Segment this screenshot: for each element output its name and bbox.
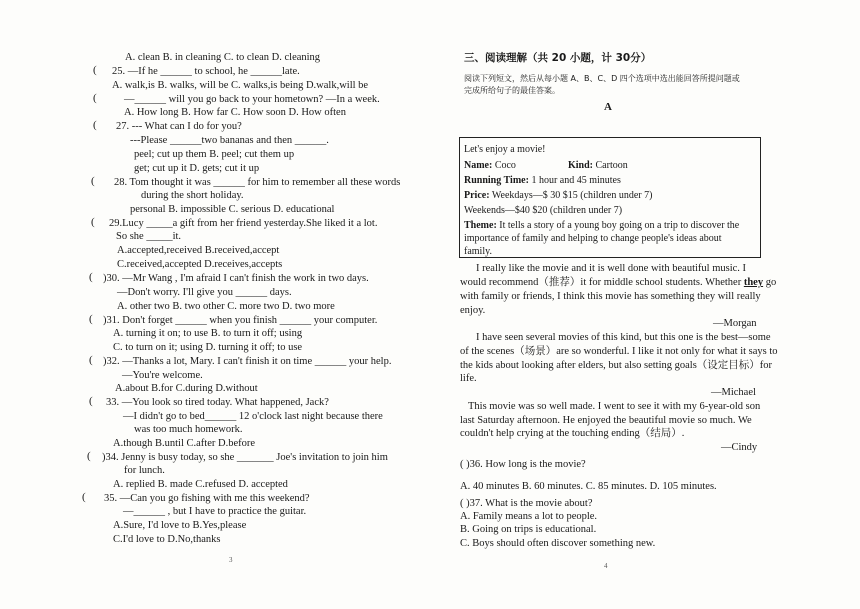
question-line: 27. --- What can I do for you? — [116, 121, 242, 132]
review2-line-2: of the scenes（场景）are so wonderful. I like it not only for what it says to — [460, 346, 778, 357]
review1-author: —Morgan — [713, 318, 757, 329]
kind-value: Cartoon — [595, 160, 628, 171]
answer-paren: ( — [89, 271, 93, 283]
review1-line-2 — [460, 276, 776, 289]
box-intro: Let's enjoy a movie! — [464, 144, 546, 155]
answer-paren: ( — [89, 313, 93, 325]
question-line: 33. —You look so tired today. What happened, Jack? — [106, 397, 329, 408]
question-37-option-a: A. Family means a lot to people. — [460, 511, 598, 522]
review2-line-4: life. — [460, 373, 477, 384]
question-line: A.about B.for C.during D.without — [115, 383, 258, 394]
question-line: 25. —If he ______ to school, he ______late. — [112, 66, 300, 77]
answer-paren: ( — [93, 92, 97, 104]
question-line: C.received,accepted D.receives,accepts — [117, 259, 283, 270]
name-label: Name: — [464, 160, 493, 171]
question-line: A.Sure, I'd love to B.Yes,please — [113, 520, 247, 531]
theme-label: Theme: — [464, 220, 497, 231]
running-value: 1 hour and 45 minutes — [531, 175, 621, 186]
question-line: 35. —Can you go fishing with me this weekend? — [104, 493, 310, 504]
price-weekdays: Weekdays—$ 30 $15 (children under 7) — [491, 190, 653, 201]
question-line: A. turning it on; to use B. to turn it off; using — [113, 328, 303, 339]
question-line: A. replied B. made C.refused D. accepted — [113, 479, 288, 490]
page-4 — [430, 0, 860, 609]
answer-paren: ( — [82, 491, 86, 503]
question-line: during the short holiday. — [141, 190, 244, 201]
review2-author: —Michael — [711, 387, 756, 398]
question-line: personal B. impossible C. serious D. educational — [130, 204, 335, 215]
movie-info-box — [459, 137, 761, 258]
name-value: Coco — [494, 160, 516, 171]
answer-paren: ( — [93, 64, 97, 76]
review3-line-2: last Saturday afternoon. He enjoyed the beautiful movie so much. We — [460, 415, 752, 426]
question-line: ---Please ______two bananas and then ______. — [130, 135, 329, 146]
page-number: 3 — [229, 556, 233, 564]
question-line: peel; cut up them B. peel; cut them up — [134, 149, 295, 160]
review1-line-4: enjoy. — [460, 305, 486, 316]
section-title: 三、阅读理解（共 20 小题，计 30分） — [464, 52, 652, 64]
page-number: 4 — [604, 562, 608, 570]
passage-label: A — [604, 101, 612, 113]
question-line: )32. —Thanks a lot, Mary. I can't finish it on time ______ your help. — [103, 356, 392, 367]
theme-line-3: family. — [464, 246, 492, 257]
review1-line-2-text: would recommend（推荐）it for middle school students. Whether — [460, 277, 744, 288]
box-name-row — [464, 160, 516, 171]
box-theme-row — [464, 220, 739, 231]
question-line: )34. Jenny is busy today, so she _______ Joe's invitation to join him — [102, 452, 388, 463]
question-line: get; cut up it D. gets; cut it up — [134, 163, 260, 174]
price-label: Price: — [464, 190, 490, 201]
answer-paren: ( — [89, 395, 93, 407]
instructions-line-2: 完成所给句子的最佳答案。 — [464, 86, 560, 95]
underlined-they: they — [743, 277, 764, 288]
review1-line-3: with family or friends, I think this movie has something they will really — [460, 291, 761, 302]
running-label: Running Time: — [464, 175, 529, 186]
question-37: ( )37. What is the movie about? — [460, 498, 593, 509]
price-weekends: Weekends—$40 $20 (children under 7) — [464, 205, 623, 216]
review2-line-3: the kids about looking after elders, but also setting goals（设定目标）for — [460, 360, 773, 371]
question-line: A. clean B. in cleaning C. to clean D. cleaning — [125, 52, 321, 63]
question-37-option-b: B. Going on trips is educational. — [460, 524, 597, 535]
question-line: 29.Lucy _____a gift from her friend yesterday.She liked it a lot. — [109, 218, 378, 229]
answer-paren: ( — [89, 354, 93, 366]
review1-line-1: I really like the movie and it is well done with beautiful music. I — [476, 263, 747, 274]
question-line: So she _____it. — [116, 231, 182, 242]
review2-line-1: I have seen several movies of this kind, but this one is the best—some — [476, 332, 771, 343]
box-price-row — [464, 190, 652, 201]
kind-label: Kind: — [568, 160, 594, 171]
answer-paren: ( — [91, 175, 95, 187]
review3-line-3: couldn't help crying at the touching ending（结局）. — [460, 428, 685, 439]
question-line: A.though B.until C.after D.before — [113, 438, 256, 449]
question-line: —I didn't go to bed______ 12 o'clock last night because there — [123, 411, 383, 422]
question-line: —You're welcome. — [122, 370, 203, 381]
question-line: )31. Don't forget ______ when you finish ______ your computer. — [103, 315, 378, 326]
question-line: A.accepted,received B.received,accept — [117, 245, 280, 256]
question-36: ( )36. How long is the movie? — [460, 459, 586, 470]
question-37-option-c: C. Boys should often discover something new. — [460, 538, 656, 549]
question-line: A. other two B. two other C. more two D. two more — [117, 301, 335, 312]
question-line: for lunch. — [124, 465, 165, 476]
instructions-line-1: 阅读下列短文，然后从每小题 A、B、C、D 四个选项中选出能回答所提问题或 — [464, 74, 740, 83]
question-line: 28. Tom thought it was ______ for him to remember all these words — [114, 177, 401, 188]
theme-line-2: importance of family and helping to change people's ideas about — [464, 233, 722, 244]
question-line: C. to turn on it; using D. turning it off; to use — [113, 342, 303, 353]
answer-paren: ( — [93, 119, 97, 131]
question-36-options: A. 40 minutes B. 60 minutes. C. 85 minutes. D. 105 minutes. — [460, 481, 717, 492]
question-line: was too much homework. — [134, 424, 243, 435]
question-line: —Don't worry. I'll give you ______ days. — [117, 287, 292, 298]
answer-paren: ( — [91, 216, 95, 228]
question-line: C.I'd love to D.No,thanks — [113, 534, 221, 545]
review3-author: —Cindy — [721, 442, 758, 453]
question-line: —______ will you go back to your hometown? —In a week. — [124, 94, 380, 105]
question-line: )30. —Mr Wang , I'm afraid I can't finish the work in two days. — [103, 273, 369, 284]
question-line: A. walk,is B. walks, will be C. walks,is being D.walk,will be — [112, 80, 369, 91]
review3-line-1: This movie was so well made. I went to see it with my 6-year-old son — [468, 401, 761, 412]
review1-line-2-end: go — [763, 277, 777, 288]
question-line: —______ , but I have to practice the guitar. — [123, 506, 307, 517]
question-line: A. How long B. How far C. How soon D. How often — [124, 107, 346, 118]
box-running-row — [464, 175, 621, 186]
theme-line-1: It tells a story of a young boy going on a trip to discover the — [499, 220, 740, 231]
answer-paren: ( — [87, 450, 91, 462]
box-kind-row — [568, 160, 628, 171]
